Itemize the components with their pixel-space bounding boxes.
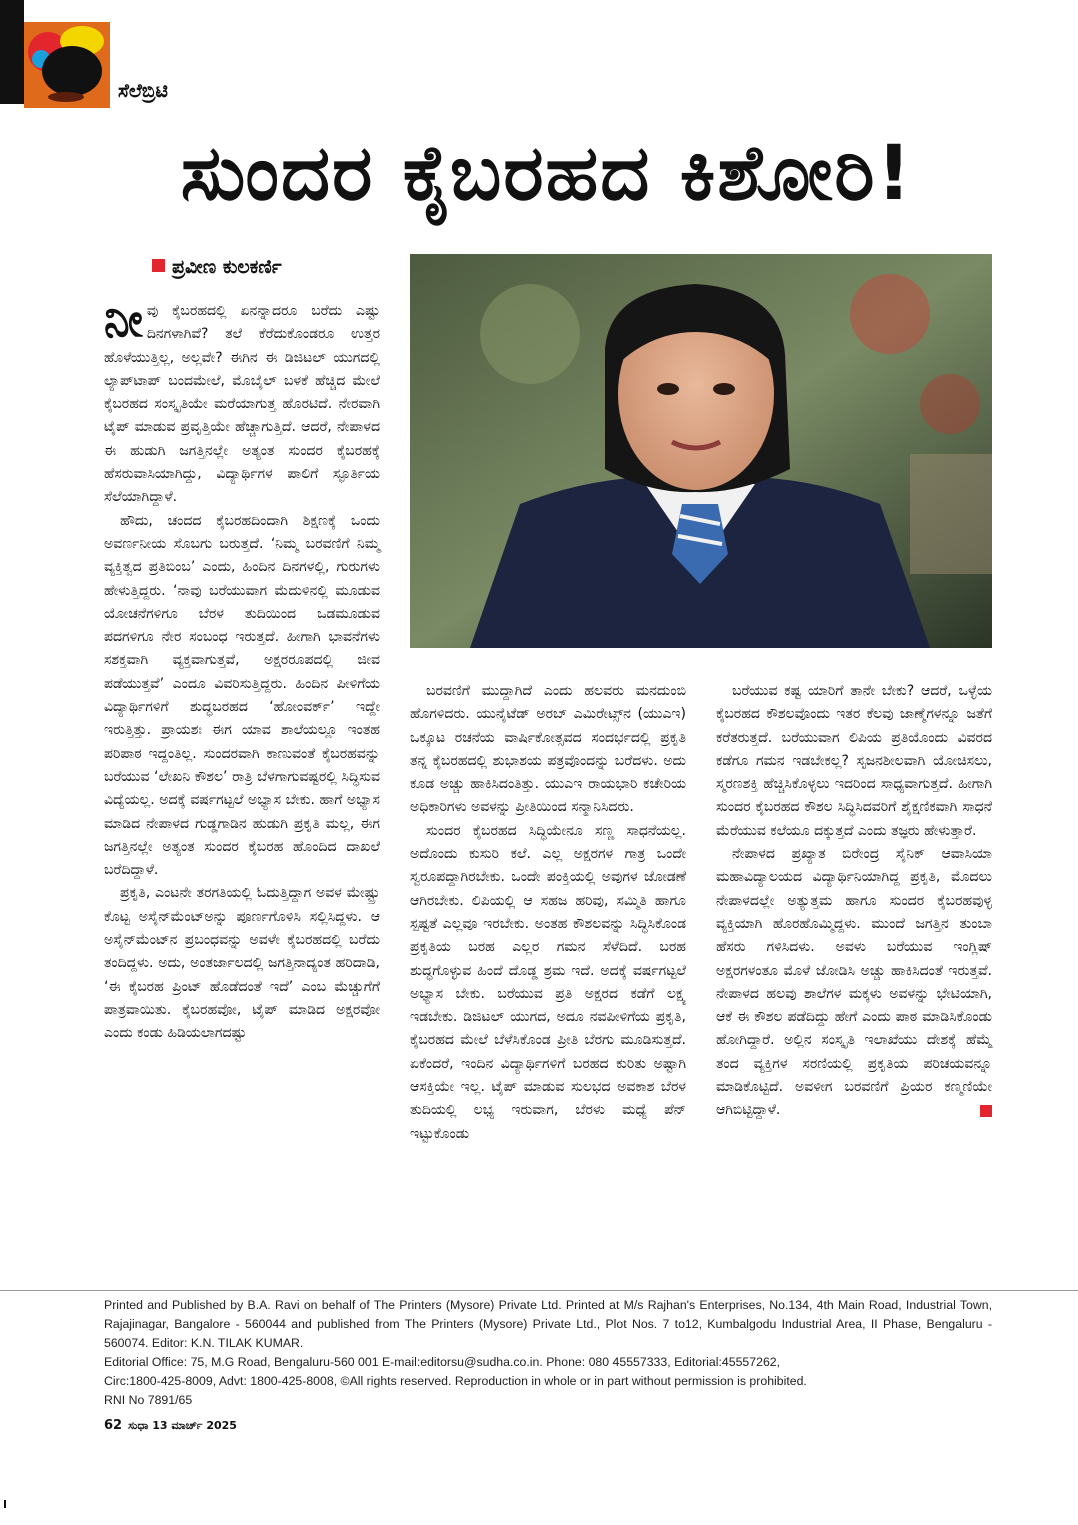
article-column-3 bbox=[716, 680, 992, 1123]
paragraph-text: ವು ಕೈಬರಹದಲ್ಲಿ ಏನನ್ನಾದರೂ ಬರೆದು ಎಷ್ಟು ದಿನಗಳಾಗಿವೆ? ತಲೆ ಕೆರೆದುಕೊಂಡರೂ ಉತ್ತರ ಹೊಳೆಯುತ್ತಿಲ್ಲ, ಅಲ್ಲವೇ? ಈಗಿನ ಈ ಡಿಜಿಟಲ್ ಯುಗದಲ್ಲಿ ಲ್ಯಾಪ್‌ಟಾಪ್ ಬಂದಮೇಲೆ, ಮೊಬೈಲ್ ಬಳಕೆ ಹೆಚ್ಚಿದ ಮೇಲೆ ಕೈಬರಹದ ಸಂಸ್ಕೃತಿಯೇ ಮರೆಯಾಗುತ್ತ ಹೊರಟಿದೆ. ನೇರವಾಗಿ ಟೈಪ್ ಮಾಡುವ ಪ್ರವೃತ್ತಿಯೇ ಹೆಚ್ಚಾಗುತ್ತಿದೆ. ಆದರೆ, ನೇಪಾಳದ ಈ ಹುಡುಗಿ ಜಗತ್ತಿನಲ್ಲೇ ಅತ್ಯಂತ ಸುಂದರ ಕೈಬರಹಕ್ಕೆ ಹೆಸರುವಾಸಿಯಾಗಿದ್ದು, ವಿದ್ಯಾರ್ಥಿಗಳ ಪಾಲಿಗೆ ಸ್ಫೂರ್ತಿಯ ಸೆಲೆಯಾಗಿದ್ದಾಳೆ. bbox=[104, 303, 380, 506]
article-column-1 bbox=[104, 293, 380, 1046]
imprint-line: Printed and Published by B.A. Ravi on behalf of The Printers (Mysore) Private Ltd. Printed at M/s Rajhan's Enterprises, No.134, 4th Main Road, Industrial Town, Rajajinagar, Bangalore - 560044 and published from The Printers (Mysore) Private Ltd., Plot Nos. 7 to12, Kumbalgodu Industrial Area, II Phase, Bengaluru - 560074. Editor: K.N. TILAK KUMAR. bbox=[104, 1298, 992, 1350]
end-mark bbox=[980, 1105, 992, 1117]
paragraph: ಹೌದು, ಚಂದದ ಕೈಬರಹದಿಂದಾಗಿ ಶಿಕ್ಷಣಕ್ಕೆ ಒಂದು ಅವರ್ಣನೀಯ ಸೊಬಗು ಬರುತ್ತದೆ. ‘ನಿಮ್ಮ ಬರವಣಿಗೆ ನಿಮ್ಮ ವ್ಯಕ್ತಿತ್ವದ ಪ್ರತಿಬಿಂಬ’ ಎಂದು, ಹಿಂದಿನ ದಿನಗಳಲ್ಲಿ, ಗುರುಗಳು ಹೇಳುತ್ತಿದ್ದರು. ‘ನಾವು ಬರೆಯುವಾಗ ಮೆದುಳಿನಲ್ಲಿ ಮೂಡುವ ಯೋಚನೆಗಳಿಗೂ ಬೆರಳ ತುದಿಯಿಂದ ಒಡಮೂಡುವ ಪದಗಳಿಗೂ ನೇರ ಸಂಬಂಧ ಇರುತ್ತದೆ. ಹೀಗಾಗಿ ಭಾವನೆಗಳು ಸಶಕ್ತವಾಗಿ ವ್ಯಕ್ತವಾಗುತ್ತವೆ, ಅಕ್ಷರರೂಪದಲ್ಲಿ ಜೀವ ಪಡೆಯುತ್ತವೆ’ ಎಂದೂ ವಿವರಿಸುತ್ತಿದ್ದರು. ಹಿಂದಿನ ಪೀಳಿಗೆಯ ವಿದ್ಯಾರ್ಥಿಗಳಿಗೆ ಶುದ್ಧಬರಹದ ‘ಹೋಂವರ್ಕ್’ ಇದ್ದೇ ಇರುತ್ತಿತ್ತು. ಪ್ರಾಯಶಃ ಈಗ ಯಾವ ಶಾಲೆಯಲ್ಲೂ ಇಂತಹ ಪರಿಪಾಠ ಇದ್ದಂತಿಲ್ಲ. ಸುಂದರವಾಗಿ ಕಾಣುವಂತೆ ಕೈಬರಹವನ್ನು ಬರೆಯುವ ‘ಲೇಖನಿ ಕೌಶಲ’ ರಾತ್ರಿ ಬೆಳಗಾಗುವಷ್ಟರಲ್ಲಿ ಸಿದ್ಧಿಸುವ ವಿದ್ಯೆಯಲ್ಲ. ಅದಕ್ಕೆ ವರ್ಷಗಟ್ಟಲೆ ಅಭ್ಯಾಸ ಬೇಕು. ಹಾಗೆ ಅಭ್ಯಾಸ ಮಾಡಿದ ನೇಪಾಳದ ಗುಡ್ಡಗಾಡಿನ ಹುಡುಗಿ ಪ್ರಕೃತಿ ಮಲ್ಲ, ಈಗ ಜಗತ್ತಿನಲ್ಲೇ ಅತ್ಯಂತ ಸುಂದರ ಕೈಬರಹ ಹೊಂದಿದ ದಾಖಲೆ ಬರೆದಿದ್ದಾಳೆ. bbox=[104, 512, 380, 879]
crop-mark bbox=[4, 1500, 6, 1508]
article-column-2 bbox=[410, 680, 686, 1146]
paragraph bbox=[104, 293, 380, 510]
imprint-line: Circ:1800-425-8009, Advt: 1800-425-8008, ©All rights reserved. Reproduction in whole or in part without permission is prohibited. bbox=[104, 1374, 807, 1388]
corner-black-bar bbox=[0, 0, 24, 104]
paragraph: ಪ್ರಕೃತಿ, ಎಂಟನೇ ತರಗತಿಯಲ್ಲಿ ಓದುತ್ತಿದ್ದಾಗ ಅವಳ ಮೇಷ್ಟ್ರು ಕೊಟ್ಟ ಅಸೈನ್‌ಮೆಂಟ್‌ಅನ್ನು ಪೂರ್ಣಗೊಳಿಸಿ ಸಲ್ಲಿಸಿದ್ದಳು. ಆ ಅಸೈನ್‌ಮೆಂಟ್‌ನ ಪ್ರಬಂಧವನ್ನು ಅವಳೇ ಕೈಬರಹದಲ್ಲಿ ಬರೆದು ತಂದಿದ್ದಳು. ಅದು, ಅಂತರ್ಜಾಲದಲ್ಲಿ ಜಗತ್ತಿನಾದ್ಯಂತ ಹರಿದಾಡಿ, ‘ಈ ಕೈಬರಹ ಪ್ರಿಂಟ್ ಹೊಡೆದಂತೆ ಇದೆ’ ಎಂಬ ಮೆಚ್ಚುಗೆಗೆ ಪಾತ್ರವಾಯಿತು. ಕೈಬರಹವೋ, ಟೈಪ್ ಮಾಡಿದ ಅಕ್ಷರವೋ ಎಂದು ಕಂಡು ಹಿಡಿಯಲಾಗದಷ್ಟು bbox=[104, 885, 380, 1042]
folio bbox=[104, 1418, 237, 1433]
imprint-line: Editorial Office: 75, M.G Road, Bengaluru-560 001 E-mail:editorsu@sudha.co.in. Phone: 080 45557333, Editorial:45557262, bbox=[104, 1355, 781, 1369]
paragraph bbox=[716, 843, 992, 1123]
footer-rule bbox=[0, 1290, 1078, 1291]
imprint-block bbox=[104, 1296, 992, 1410]
page-number: 62 bbox=[104, 1418, 123, 1433]
paragraph: ಬರೆಯುವ ಕಷ್ಟ ಯಾರಿಗೆ ತಾನೇ ಬೇಕು? ಆದರೆ, ಒಳ್ಳೆಯ ಕೈಬರಹದ ಕೌಶಲವೊಂದು ಇತರ ಕೆಲವು ಜಾಣ್ಮೆಗಳನ್ನೂ ಜತೆಗೆ ಕರೆತರುತ್ತದೆ. ಬರೆಯುವಾಗ ಲಿಪಿಯ ಪ್ರತಿಯೊಂದು ವಿವರದ ಕಡೆಗೂ ಗಮನ ಇಡಬೇಕಲ್ಲ? ಸೃಜನಶೀಲವಾಗಿ ಯೋಚಿಸಲು, ಸ್ಮರಣಶಕ್ತಿ ಹೆಚ್ಚಿಸಿಕೊಳ್ಳಲು ಇದರಿಂದ ಸಾಧ್ಯವಾಗುತ್ತದೆ. ಹೀಗಾಗಿ ಸುಂದರ ಕೈಬರಹದ ಕೌಶಲ ಸಿದ್ಧಿಸಿದವರಿಗೆ ಶೈಕ್ಷಣಿಕವಾಗಿ ಸಾಧನೆ ಮೆರೆಯುವ ಕಲೆಯೂ ದಕ್ಕುತ್ತದೆ ಎಂದು ತಜ್ಞರು ಹೇಳುತ್ತಾರೆ. bbox=[716, 683, 992, 839]
issue-date: ಸುಧಾ 13 ಮಾರ್ಚ್ 2025 bbox=[128, 1419, 237, 1432]
byline bbox=[152, 256, 282, 278]
byline-marker bbox=[152, 259, 165, 272]
paragraph: ಬರವಣಿಗೆ ಮುದ್ದಾಗಿದೆ ಎಂದು ಹಲವರು ಮನದುಂಬಿ ಹೊಗಳಿದರು. ಯುನೈಟೆಡ್ ಅರಬ್ ಎಮಿರೇಟ್ಸ್‌ನ (ಯುಎಇ) ಒಕ್ಕೂಟ ರಚನೆಯ ವಾರ್ಷಿಕೋತ್ಸವದ ಸಂದರ್ಭದಲ್ಲಿ ಪ್ರಕೃತಿ ತನ್ನ ಕೈಬರಹದಲ್ಲಿ ಶುಭಾಶಯ ಪತ್ರವೊಂದನ್ನು ಬರೆದಳು. ಅದು ಕೂಡ ಅಚ್ಚು ಹಾಕಿಸಿದಂತಿತ್ತು. ಯುಎಇ ರಾಯಭಾರಿ ಕಚೇರಿಯ ಅಧಿಕಾರಿಗಳು ಅವಳನ್ನು ಪ್ರೀತಿಯಿಂದ ಸನ್ಮಾನಿಸಿದರು. bbox=[410, 683, 686, 816]
portrait-photo bbox=[410, 254, 992, 648]
paragraph-text: ನೇಪಾಳದ ಪ್ರಖ್ಯಾತ ಬಿರೇಂದ್ರ ಸೈನಿಕ್ ಆವಾಸಿಯಾ ಮಹಾವಿದ್ಯಾಲಯದ ವಿದ್ಯಾರ್ಥಿನಿಯಾಗಿದ್ದ ಪ್ರಕೃತಿ, ಮೊದಲು ನೇಪಾಳದಲ್ಲೇ ಅತ್ಯುತ್ತಮ ಹಾಗೂ ಸುಂದರ ಕೈಬರಹವುಳ್ಳ ವ್ಯಕ್ತಿಯಾಗಿ ಹೊರಹೊಮ್ಮಿದ್ದಳು. ಮುಂದೆ ಜಗತ್ತಿನ ತುಂಬಾ ಹೆಸರು ಗಳಿಸಿದಳು. ಅವಳು ಬರೆಯುವ ಇಂಗ್ಲಿಷ್ ಅಕ್ಷರಗಳಂತೂ ಮೊಳೆ ಜೋಡಿಸಿ ಅಚ್ಚು ಹಾಕಿಸಿದಂತೆ ಇರುತ್ತವೆ. ನೇಪಾಳದ ಹಲವು ಶಾಲೆಗಳ ಮಕ್ಕಳು ಅವಳನ್ನು ಭೇಟಿಯಾಗಿ, ಆಕೆ ಈ ಕೌಶಲ ಪಡೆದಿದ್ದು ಹೇಗೆ ಎಂದು ಪಾಠ ಮಾಡಿಸಿಕೊಂಡು ಹೋಗಿದ್ದಾರೆ. ಅಲ್ಲಿನ ಸಂಸ್ಕೃತಿ ಇಲಾಖೆಯು ದೇಶಕ್ಕೆ ಹೆಮ್ಮೆ ತಂದ ವ್ಯಕ್ತಿಗಳ ಸರಣಿಯಲ್ಲಿ ಪ್ರಕೃತಿಯ ಪರಿಚಯವನ್ನೂ ಮಾಡಿಕೊಟ್ಟಿದೆ. ಅವಳೀಗ ಬರವಣಿಗೆ ಪ್ರಿಯರ ಕಣ್ಮಣಿಯೇ ಆಗಿಬಿಟ್ಟಿದ್ದಾಳೆ. bbox=[716, 846, 992, 1119]
headline: ಸುಂದರ ಕೈಬರಹದ ಕಿಶೋರಿ! bbox=[180, 128, 914, 217]
byline-author: ಪ್ರವೀಣ ಕುಲಕರ್ಣಿ bbox=[172, 256, 282, 278]
section-label: ಸೆಲೆಬ್ರಿಟಿ bbox=[118, 80, 168, 102]
imprint-line: RNI No 7891/65 bbox=[104, 1393, 193, 1407]
paragraph: ಸುಂದರ ಕೈಬರಹದ ಸಿದ್ಧಿಯೇನೂ ಸಣ್ಣ ಸಾಧನೆಯಲ್ಲ. ಅದೊಂದು ಕುಸುರಿ ಕಲೆ. ಎಲ್ಲ ಅಕ್ಷರಗಳ ಗಾತ್ರ ಒಂದೇ ಸ್ವರೂಪದ್ದಾಗಿರಬೇಕು. ಒಂದೇ ಪಂಕ್ತಿಯಲ್ಲಿ ಅವುಗಳ ಜೋಡಣೆ ಆಗಿರಬೇಕು. ಲಿಪಿಯಲ್ಲಿ ಆ ಸಹಜ ಹರಿವು, ಸಮ್ಮಿತಿ ಹಾಗೂ ಸ್ಪಷ್ಟತೆ ಎಲ್ಲವೂ ಇರಬೇಕು. ಅಂತಹ ಕೌಶಲವನ್ನು ಸಿದ್ಧಿಸಿಕೊಂಡ ಪ್ರಕೃತಿಯ ಬರಹ ಎಲ್ಲರ ಗಮನ ಸೆಳೆದಿದೆ. ಬರಹ ಶುದ್ಧಗೊಳ್ಳುವ ಹಿಂದೆ ದೊಡ್ಡ ಶ್ರಮ ಇದೆ. ಅದಕ್ಕೆ ವರ್ಷಗಟ್ಟಲೆ ಅಭ್ಯಾಸ ಬೇಕು. ಬರೆಯುವ ಪ್ರತಿ ಅಕ್ಷರದ ಕಡೆಗೆ ಲಕ್ಷ್ಯ ಇಡಬೇಕು. ಡಿಜಿಟಲ್ ಯುಗದ, ಅದೂ ನವಪೀಳಿಗೆಯ ಪ್ರಕೃತಿ, ಕೈಬರಹದ ಮೇಲೆ ಬೆಳೆಸಿಕೊಂಡ ಪ್ರೀತಿ ಬೆರಗು ಮೂಡಿಸುತ್ತದೆ. ಏಕೆಂದರೆ, ಇಂದಿನ ವಿದ್ಯಾರ್ಥಿಗಳಿಗೆ ಬರಹದ ಕುರಿತು ಅಷ್ಟಾಗಿ ಆಸಕ್ತಿಯೇ ಇಲ್ಲ. ಟೈಪ್ ಮಾಡುವ ಸುಲಭದ ಅವಕಾಶ ಬೆರಳ ತುದಿಯಲ್ಲಿ ಲಭ್ಯ ಇರುವಾಗ, ಬೆರಳು ಮಧ್ಯೆ ಪೆನ್ ಇಟ್ಟುಕೊಂಡು bbox=[410, 822, 686, 1142]
section-logo bbox=[24, 22, 110, 108]
dropcap: ನೀ bbox=[104, 293, 143, 347]
